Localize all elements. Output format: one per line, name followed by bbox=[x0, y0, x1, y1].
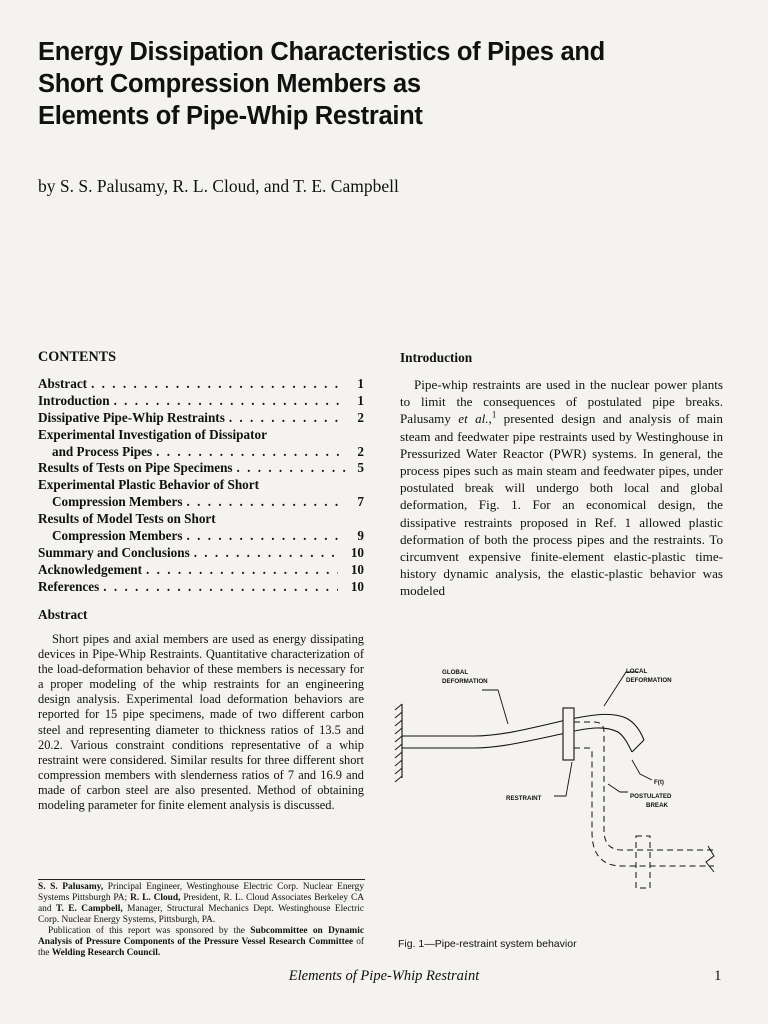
sponsor-paragraph bbox=[38, 926, 364, 959]
original-pipe-position bbox=[574, 722, 714, 888]
wall-hatching bbox=[395, 704, 402, 782]
reference-marker[interactable]: 1 bbox=[491, 410, 497, 421]
affiliation-text: Manager, Structural Mechanics Dept. Westinghouse Electric Corp. Nuclear Energy Systems, Pittsburgh, PA. bbox=[38, 904, 364, 925]
toc-page: 10 bbox=[350, 544, 364, 560]
title-line: Short Compression Members as bbox=[38, 70, 421, 98]
figure-caption: Fig. 1—Pipe-restraint system behavior bbox=[398, 938, 577, 950]
restraint-block bbox=[563, 708, 574, 760]
intro-text: Pipe-whip restraints are used in the nuclear power plants to limit the consequences of postulated pipe breaks. Palusamy bbox=[400, 377, 723, 427]
author-byline: by S. S. Palusamy, R. L. Cloud, and T. E. Campbell bbox=[38, 176, 399, 196]
pipe-break-end bbox=[632, 740, 644, 752]
author-name: R. L. Cloud, bbox=[130, 893, 181, 903]
running-title: Elements of Pipe-Whip Restraint bbox=[288, 968, 480, 984]
label-break-1: POSTULATED bbox=[630, 793, 672, 800]
toc-title: Compression Members bbox=[52, 528, 183, 544]
toc-entry[interactable] bbox=[38, 528, 364, 545]
toc-entry[interactable] bbox=[38, 579, 364, 596]
contents-heading: CONTENTS bbox=[38, 349, 117, 365]
label-restraint: RESTRAINT bbox=[506, 795, 542, 802]
intro-et-al: et al., bbox=[458, 411, 492, 427]
toc-title: Dissipative Pipe-Whip Restraints bbox=[38, 409, 225, 425]
toc-title: Summary and Conclusions bbox=[38, 544, 190, 560]
introduction-heading: Introduction bbox=[400, 350, 473, 365]
sponsor-text: Publication of this report was sponsored by the bbox=[48, 926, 251, 936]
sponsor-text: of the bbox=[38, 937, 364, 958]
toc-title: References bbox=[38, 578, 100, 594]
label-force: F(t) bbox=[654, 779, 664, 786]
toc-leader bbox=[91, 376, 346, 393]
page-number: 1 bbox=[714, 968, 722, 984]
toc-title: Introduction bbox=[38, 392, 110, 408]
toc-entry[interactable] bbox=[38, 545, 364, 562]
intro-text: presented design and analysis of main steam and feedwater pipe restraints used by Westinghouse in Pressurized Water Reactor (PWR) systems. In general, the process pipes such as main steam and feedwater pipes, under postulated break will undergo both local and global deformation, Fig. 1. For an economical design, the dissipative restraints proposed in Ref. 1 allowed plastic deformation of both the process pipes and the restraints. To circumvent expensive finite-element elastic-plastic time-history dynamic analysis, the elastic-plastic behavior was modeled bbox=[400, 411, 723, 599]
toc-title: Abstract bbox=[38, 376, 88, 391]
toc-page: 2 bbox=[357, 409, 364, 425]
toc-title: Compression Members bbox=[52, 494, 183, 510]
toc-page: 2 bbox=[357, 443, 364, 459]
title-line: Energy Dissipation Characteristics of Pipes and bbox=[38, 38, 605, 66]
toc-page: 10 bbox=[350, 578, 364, 594]
label-break-2: BREAK bbox=[646, 802, 669, 809]
toc-title: Results of Tests on Pipe Specimens bbox=[38, 460, 233, 476]
sponsor-council: Welding Research Council. bbox=[51, 948, 161, 958]
toc-leader bbox=[194, 545, 338, 562]
label-local-1: LOCAL bbox=[626, 668, 648, 675]
author-footnote bbox=[38, 882, 364, 959]
toc-entry[interactable] bbox=[38, 427, 364, 444]
footnote-rule bbox=[38, 879, 365, 880]
toc-title: and Process Pipes bbox=[52, 443, 153, 459]
label-global-2: DEFORMATION bbox=[442, 678, 488, 685]
toc-page: 10 bbox=[350, 561, 364, 577]
toc-page: 5 bbox=[357, 460, 364, 476]
toc-page: 9 bbox=[357, 528, 364, 544]
toc-page: 1 bbox=[357, 392, 364, 408]
toc-title: Experimental Investigation of Dissipator bbox=[38, 426, 267, 442]
toc-leader bbox=[229, 410, 346, 427]
toc-leader bbox=[103, 579, 338, 596]
toc-leader bbox=[187, 528, 346, 545]
author-name: S. S. Palusamy, bbox=[38, 882, 104, 892]
label-local-2: DEFORMATION bbox=[626, 677, 672, 684]
toc-leader bbox=[237, 460, 346, 477]
sponsor-committee: Subcommittee on Dynamic Analysis of Pressure Components of the Pressure Vessel Research Committee bbox=[38, 926, 364, 947]
toc-leader bbox=[187, 494, 346, 511]
toc-entry[interactable] bbox=[38, 511, 364, 528]
toc-title: Acknowledgement bbox=[38, 561, 143, 577]
toc-page: 7 bbox=[357, 494, 364, 510]
title-line: Elements of Pipe-Whip Restraint bbox=[38, 102, 423, 130]
label-global-1: GLOBAL bbox=[442, 669, 469, 676]
abstract-heading: Abstract bbox=[38, 607, 88, 622]
paper-title bbox=[38, 36, 678, 132]
toc-page: 1 bbox=[357, 376, 364, 391]
toc-title: Results of Model Tests on Short bbox=[38, 511, 216, 527]
toc-entry[interactable] bbox=[38, 477, 364, 494]
deformed-pipe-top bbox=[402, 714, 644, 740]
toc-entry[interactable] bbox=[38, 460, 364, 477]
toc-entry[interactable] bbox=[38, 494, 364, 511]
toc-entry[interactable] bbox=[38, 393, 364, 410]
toc-entry[interactable] bbox=[38, 562, 364, 579]
affiliation-paragraph bbox=[38, 882, 364, 926]
toc-leader bbox=[156, 444, 346, 461]
figure-1-diagram bbox=[394, 660, 724, 930]
toc-entry[interactable] bbox=[38, 376, 364, 393]
toc-entry[interactable] bbox=[38, 444, 364, 461]
affiliation-text: Principal Engineer, Westinghouse Electric Corp. Nuclear Energy Systems Pittsburgh PA; bbox=[38, 882, 365, 903]
toc-leader bbox=[114, 393, 346, 410]
abstract-body: Short pipes and axial members are used as energy dissipating devices in Pipe-Whip Restraints. Quantitative characterization of the load-deformation behavior of these members is necessary for a proper modeling of the whip restraints for an engineering design analysis. Experimental load deformation behaviors are reported for 15 pipe specimens, made of two different carbon steel and representing diameter to thickness ratios of 13.5 and 20.2. Various constraint conditions representative of a whip restraint were considered. Similar results for three different short compression members with slenderness ratios of 7 and 16.9 and made of carbon steel are also presented. Method of obtaining modeling parameter for finite element analysis is discussed. bbox=[38, 632, 364, 813]
introduction-body bbox=[400, 376, 723, 600]
toc-title: Experimental Plastic Behavior of Short bbox=[38, 477, 259, 493]
toc-entry[interactable] bbox=[38, 410, 364, 427]
toc-leader bbox=[146, 562, 338, 579]
table-of-contents bbox=[38, 376, 364, 596]
affiliation-text: President, R. L. Cloud Associates Berkeley CA and bbox=[38, 893, 365, 914]
author-name: T. E. Campbell, bbox=[55, 904, 123, 914]
